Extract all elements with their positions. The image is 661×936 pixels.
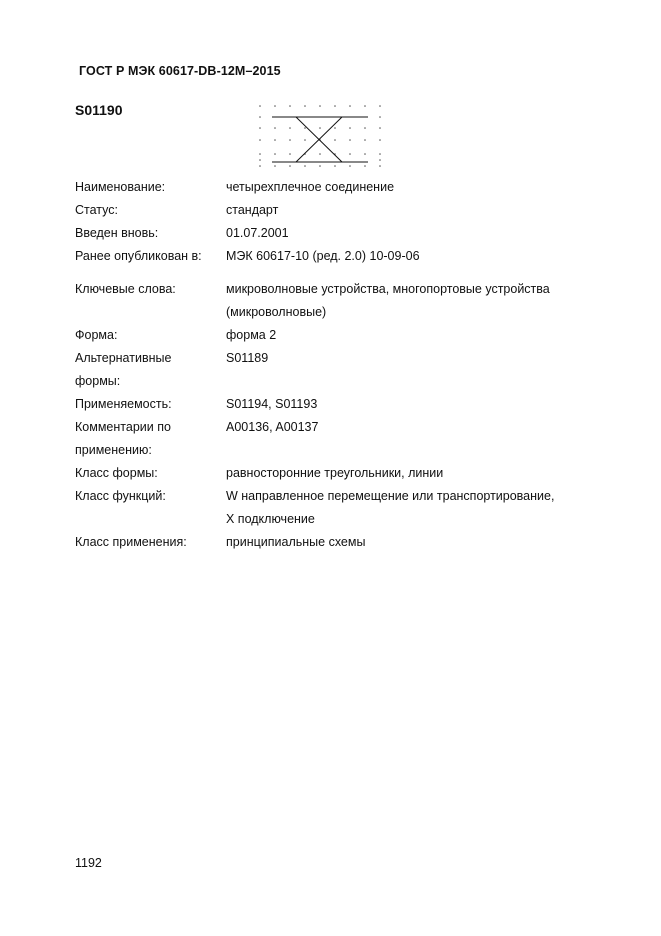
introduced-label: Введен вновь: <box>75 226 159 240</box>
status-label: Статус: <box>75 203 118 217</box>
shape-class-label: Класс формы: <box>75 466 158 480</box>
form-value: форма 2 <box>226 328 277 342</box>
four-arm-junction-symbol <box>255 102 385 170</box>
shape-class-value: равносторонние треугольники, линии <box>226 466 444 480</box>
keywords-label: Ключевые слова: <box>75 282 176 296</box>
document-header: ГОСТ Р МЭК 60617-DB-12M–2015 <box>79 64 281 78</box>
published-value: МЭК 60617-10 (ред. 2.0) 10-09-06 <box>226 249 420 263</box>
function-class-value-line1: W направленное перемещение или транспортирование, <box>226 489 555 503</box>
page-number: 1192 <box>75 856 102 870</box>
application-class-value: принципиальные схемы <box>226 535 366 549</box>
applicability-value: S01194, S01193 <box>226 397 318 411</box>
grid-dots <box>259 105 381 167</box>
comments-value: A00136, A00137 <box>226 420 319 434</box>
keywords-value-line2: (микроволновые) <box>226 305 327 319</box>
name-label: Наименование: <box>75 180 166 194</box>
function-class-label: Класс функций: <box>75 489 166 503</box>
status-value: стандарт <box>226 203 279 217</box>
introduced-value: 01.07.2001 <box>226 226 289 240</box>
published-label: Ранее опубликован в: <box>75 249 202 263</box>
application-class-label: Класс применения: <box>75 535 187 549</box>
function-class-value-line2: X подключение <box>226 512 315 526</box>
keywords-value-line1: микроволновые устройства, многопортовые устройства <box>226 282 550 296</box>
alt-forms-value: S01189 <box>226 351 269 365</box>
name-value: четырехплечное соединение <box>226 180 395 194</box>
alt-forms-label-line2: формы: <box>75 374 121 388</box>
form-label: Форма: <box>75 328 118 342</box>
comments-label-line2: применению: <box>75 443 152 457</box>
comments-label-line1: Комментарии по <box>75 420 171 434</box>
symbol-code: S01190 <box>75 102 123 118</box>
applicability-label: Применяемость: <box>75 397 172 411</box>
alt-forms-label-line1: Альтернативные <box>75 351 172 365</box>
